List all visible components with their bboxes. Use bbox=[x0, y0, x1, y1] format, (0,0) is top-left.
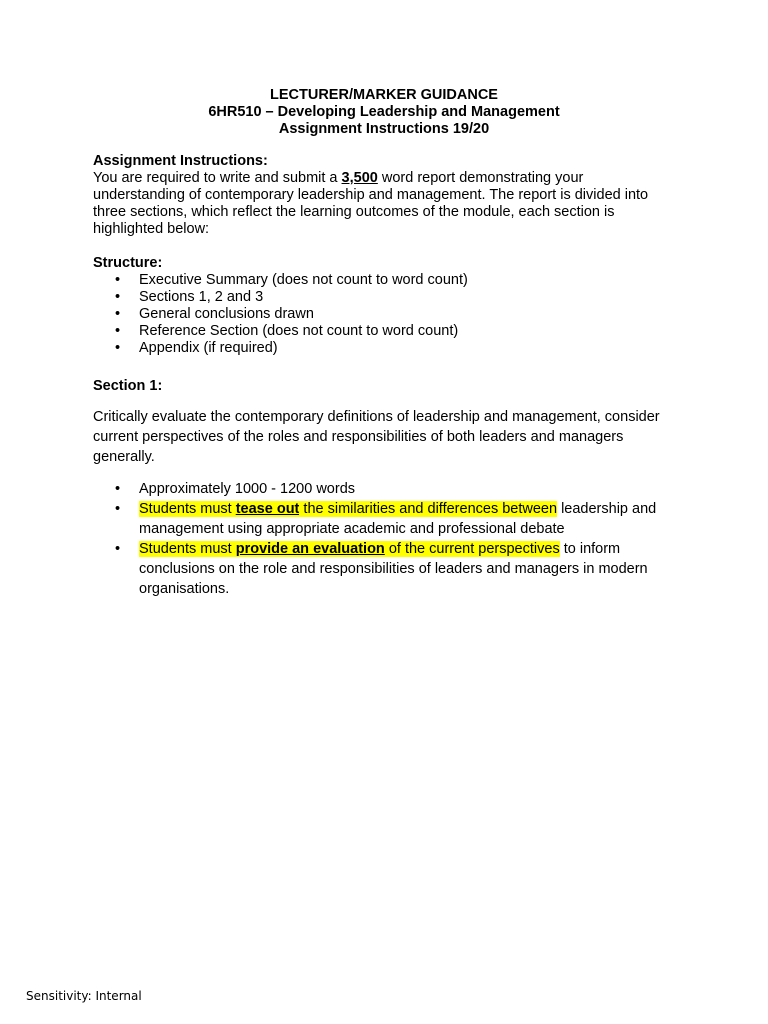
list-item: • General conclusions drawn bbox=[115, 306, 314, 322]
sensitivity-label: Sensitivity: Internal bbox=[26, 989, 142, 1003]
highlight-text: the similarities and differences between bbox=[299, 501, 558, 517]
bullet-icon: • bbox=[115, 481, 121, 497]
section1-bullets bbox=[93, 479, 673, 599]
header-subtitle: Assignment Instructions 19/20 bbox=[278, 121, 490, 137]
section1-heading: Section 1: bbox=[93, 378, 163, 394]
list-item: • Approximately 1000 - 1200 words bbox=[115, 481, 356, 497]
list-item: • Executive Summary (does not count to word count) bbox=[115, 272, 468, 288]
assignment-instructions bbox=[93, 153, 673, 238]
highlight-text: of the current perspectives bbox=[384, 541, 560, 557]
bullet-icon: • bbox=[115, 501, 121, 517]
bullet-icon: • bbox=[115, 323, 121, 339]
section1-list bbox=[93, 479, 673, 599]
emphasis-text: provide an evaluation bbox=[235, 541, 385, 557]
bullet-icon: • bbox=[115, 306, 121, 322]
list-item: • Students must tease out the similarities and differences between leadership and management using appropriate academic and professional debate bbox=[115, 501, 657, 537]
word-count: 3,500 bbox=[341, 170, 378, 186]
list-item: • Reference Section (does not count to word count) bbox=[115, 323, 459, 339]
assignment-paragraph bbox=[93, 170, 673, 238]
structure-heading: Structure: bbox=[93, 255, 163, 271]
list-item: • Students must provide an evaluation of the current perspectives to inform conclusions on the role and responsibilities of leaders and managers in modern organisations. bbox=[115, 541, 648, 597]
header-module: 6HR510 – Developing Leadership and Management bbox=[208, 104, 560, 120]
bullet-icon: • bbox=[115, 340, 121, 356]
bullet-icon: • bbox=[115, 541, 121, 557]
emphasis-text: tease out bbox=[235, 501, 300, 517]
assignment-text-post: word report demonstrating your understanding of contemporary leadership and management. The report is divided into three sections, which reflect the learning outcomes of the module, each section is highlighted below: bbox=[93, 170, 649, 237]
list-item: • Sections 1, 2 and 3 bbox=[115, 289, 264, 305]
assignment-text-pre: You are required to write and submit a bbox=[93, 170, 342, 186]
header-title: LECTURER/MARKER GUIDANCE bbox=[270, 87, 498, 103]
bullet-icon: • bbox=[115, 272, 121, 288]
document-header bbox=[0, 87, 768, 138]
structure-section bbox=[93, 255, 673, 357]
assignment-heading: Assignment Instructions: bbox=[93, 153, 268, 169]
list-item: • Appendix (if required) bbox=[115, 340, 278, 356]
section1-paragraph: Critically evaluate the contemporary definitions of leadership and management, consider current perspectives of the roles and responsibilities of both leaders and managers generally. bbox=[93, 409, 660, 465]
structure-list bbox=[93, 272, 673, 357]
highlight-text: Students must bbox=[139, 541, 236, 557]
bullet-icon: • bbox=[115, 289, 121, 305]
highlight-text: Students must bbox=[139, 501, 236, 517]
